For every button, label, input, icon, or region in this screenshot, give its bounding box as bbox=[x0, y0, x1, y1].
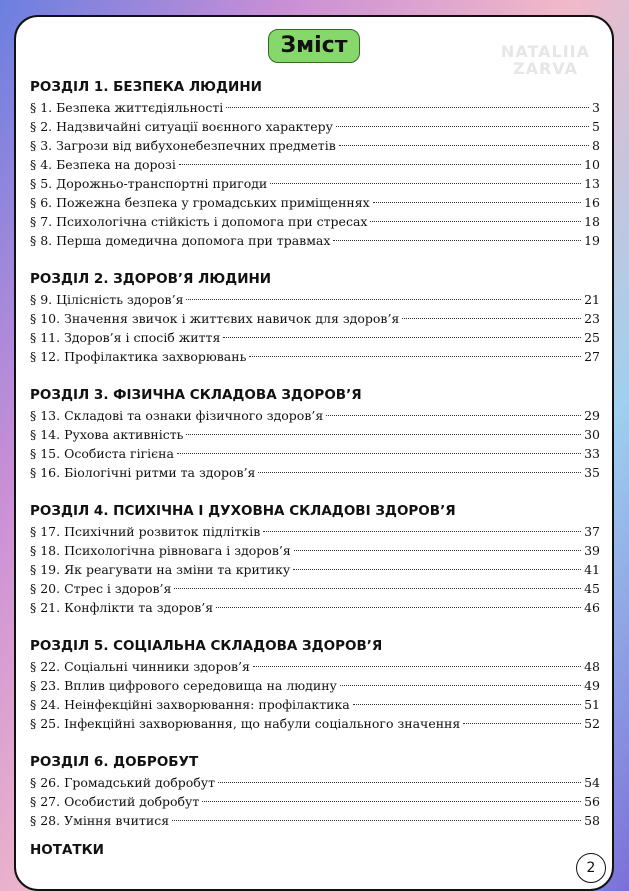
toc-entry-label: § 26. Громадський добробут bbox=[30, 775, 216, 790]
dot-leader bbox=[253, 666, 581, 667]
dot-leader bbox=[353, 704, 581, 705]
toc-entry[interactable] bbox=[30, 657, 600, 676]
dot-leader bbox=[263, 531, 581, 532]
dot-leader bbox=[258, 472, 581, 473]
toc-entry-page: 35 bbox=[584, 465, 600, 480]
section-2 bbox=[30, 269, 600, 366]
toc-entry[interactable] bbox=[30, 309, 600, 328]
section-6 bbox=[30, 752, 600, 830]
dot-leader bbox=[402, 318, 581, 319]
dot-leader bbox=[186, 299, 581, 300]
page-title: Зміст bbox=[268, 29, 361, 63]
dot-leader bbox=[202, 801, 581, 802]
toc-entry[interactable] bbox=[30, 560, 600, 579]
toc-entry-page: 5 bbox=[592, 119, 600, 134]
toc-entry-page: 27 bbox=[584, 349, 600, 364]
dot-leader bbox=[294, 550, 581, 551]
toc-entry-page: 25 bbox=[584, 330, 600, 345]
toc-entry-label: § 1. Безпека життєдіяльності bbox=[30, 100, 224, 115]
toc-entry-page: 33 bbox=[584, 446, 600, 461]
toc-entry[interactable] bbox=[30, 328, 600, 347]
toc-entry-page: 41 bbox=[584, 562, 600, 577]
dot-leader bbox=[340, 685, 581, 686]
toc-entry-label: § 19. Як реагувати на зміни та критику bbox=[30, 562, 291, 577]
section-5 bbox=[30, 636, 600, 733]
toc-entry[interactable] bbox=[30, 193, 600, 212]
toc-entry[interactable] bbox=[30, 541, 600, 560]
dot-leader bbox=[223, 337, 581, 338]
toc-entry[interactable] bbox=[30, 347, 600, 366]
toc-entry[interactable] bbox=[30, 676, 600, 695]
dot-leader bbox=[177, 453, 581, 454]
dot-leader bbox=[373, 202, 581, 203]
toc-entry-label: § 8. Перша домедична допомога при травмах bbox=[30, 233, 331, 248]
toc-entry[interactable] bbox=[30, 290, 600, 309]
section-4 bbox=[30, 501, 600, 617]
toc-entry-page: 3 bbox=[592, 100, 600, 115]
section-heading: РОЗДІЛ 2. ЗДОРОВ’Я ЛЮДИНИ bbox=[30, 271, 272, 287]
toc-entry-label: § 28. Уміння вчитися bbox=[30, 813, 170, 828]
section-heading: РОЗДІЛ 3. ФІЗИЧНА СКЛАДОВА ЗДОРОВ’Я bbox=[30, 387, 362, 403]
toc-entry-page: 10 bbox=[584, 157, 600, 172]
toc-entry-label: § 5. Дорожньо-транспортні пригоди bbox=[30, 176, 268, 191]
toc-entry-label: § 3. Загрози від вибухонебезпечних предметів bbox=[30, 138, 336, 153]
dot-leader bbox=[339, 145, 589, 146]
page-number-badge: 2 bbox=[576, 853, 606, 883]
toc-entry[interactable] bbox=[30, 773, 600, 792]
toc-entry-label: § 24. Неінфекційні захворювання: профілактика bbox=[30, 697, 350, 712]
toc-entry[interactable] bbox=[30, 136, 600, 155]
toc-entry-page: 16 bbox=[584, 195, 600, 210]
toc-entry[interactable] bbox=[30, 579, 600, 598]
toc-entry-label: § 14. Рухова активність bbox=[30, 427, 184, 442]
toc-entry[interactable] bbox=[30, 463, 600, 482]
toc-entry[interactable] bbox=[30, 714, 600, 733]
toc-entry-label: § 12. Профілактика захворювань bbox=[30, 349, 247, 364]
dot-leader bbox=[186, 434, 581, 435]
toc-entry-label: § 17. Психічний розвиток підлітків bbox=[30, 524, 261, 539]
watermark-line-2: ZARVA bbox=[512, 59, 578, 78]
toc-entry-label: § 4. Безпека на дорозі bbox=[30, 157, 176, 172]
toc-entry-label: § 13. Складові та ознаки фізичного здоров’я bbox=[30, 408, 324, 423]
toc-entry-label: § 6. Пожежна безпека у громадських приміщеннях bbox=[30, 195, 370, 210]
toc-entry-page: 18 bbox=[584, 214, 600, 229]
dot-leader bbox=[336, 126, 589, 127]
section-3 bbox=[30, 385, 600, 482]
dot-leader bbox=[249, 356, 581, 357]
toc-entry-label: § 10. Значення звичок і життєвих навичок для здоров’я bbox=[30, 311, 400, 326]
dot-leader bbox=[270, 183, 581, 184]
dot-leader bbox=[174, 588, 581, 589]
section-heading: РОЗДІЛ 1. БЕЗПЕКА ЛЮДИНИ bbox=[30, 79, 262, 95]
page-sheet bbox=[14, 15, 614, 891]
toc-entry[interactable] bbox=[30, 598, 600, 617]
toc-entry-label: § 2. Надзвичайні ситуації воєнного характеру bbox=[30, 119, 334, 134]
notes-heading: НОТАТКИ bbox=[30, 842, 104, 858]
toc-entry[interactable] bbox=[30, 231, 600, 250]
toc-entry[interactable] bbox=[30, 444, 600, 463]
section-heading: РОЗДІЛ 6. ДОБРОБУТ bbox=[30, 754, 199, 770]
toc-entry-label: § 15. Особиста гігієна bbox=[30, 446, 174, 461]
toc-entry-label: § 7. Психологічна стійкість і допомога при стресах bbox=[30, 214, 368, 229]
toc-entry-page: 19 bbox=[584, 233, 600, 248]
toc-entry-label: § 20. Стрес і здоров’я bbox=[30, 581, 172, 596]
toc-entry[interactable] bbox=[30, 212, 600, 231]
toc-entry-label: § 11. Здоров’я і спосіб життя bbox=[30, 330, 221, 345]
toc-entry[interactable] bbox=[30, 425, 600, 444]
toc-entry-label: § 22. Соціальні чинники здоров’я bbox=[30, 659, 250, 674]
section-heading: РОЗДІЛ 4. ПСИХІЧНА І ДУХОВНА СКЛАДОВІ ЗДОРОВ’Я bbox=[30, 503, 456, 519]
toc-entry-page: 37 bbox=[584, 524, 600, 539]
toc-entry[interactable] bbox=[30, 695, 600, 714]
toc-entry-page: 49 bbox=[584, 678, 600, 693]
toc-entry-page: 21 bbox=[584, 292, 600, 307]
toc-entry-label: § 16. Біологічні ритми та здоров’я bbox=[30, 465, 256, 480]
toc-entry-page: 48 bbox=[584, 659, 600, 674]
toc-entry-label: § 23. Вплив цифрового середовища на людину bbox=[30, 678, 337, 693]
toc-entry-page: 58 bbox=[584, 813, 600, 828]
toc-entry[interactable] bbox=[30, 811, 600, 830]
section-1 bbox=[30, 77, 600, 250]
dot-leader bbox=[218, 782, 581, 783]
section-heading: РОЗДІЛ 5. СОЦІАЛЬНА СКЛАДОВА ЗДОРОВ’Я bbox=[30, 638, 383, 654]
dot-leader bbox=[333, 240, 581, 241]
dot-leader bbox=[293, 569, 581, 570]
toc-entry[interactable] bbox=[30, 406, 600, 425]
toc-entry-page: 23 bbox=[584, 311, 600, 326]
toc-entry-page: 8 bbox=[592, 138, 600, 153]
dot-leader bbox=[172, 820, 581, 821]
toc-entry-page: 46 bbox=[584, 600, 600, 615]
dot-leader bbox=[216, 607, 581, 608]
watermark-line-1: NATALIIA bbox=[500, 42, 590, 61]
watermark-logo bbox=[501, 43, 590, 77]
dot-leader bbox=[463, 723, 581, 724]
toc-entry-label: § 9. Цілісність здоров’я bbox=[30, 292, 184, 307]
toc-entry-page: 39 bbox=[584, 543, 600, 558]
toc-entry-page: 51 bbox=[584, 697, 600, 712]
toc-entry-page: 13 bbox=[584, 176, 600, 191]
toc-entry-page: 52 bbox=[584, 716, 600, 731]
toc-entry-label: § 21. Конфлікти та здоров’я bbox=[30, 600, 214, 615]
toc-entry[interactable] bbox=[30, 98, 600, 117]
dot-leader bbox=[326, 415, 581, 416]
toc-entry-page: 54 bbox=[584, 775, 600, 790]
toc-entry[interactable] bbox=[30, 792, 600, 811]
toc-entry-page: 29 bbox=[584, 408, 600, 423]
dot-leader bbox=[179, 164, 581, 165]
toc-entry-label: § 18. Психологічна рівновага і здоров’я bbox=[30, 543, 291, 558]
toc-entry-label: § 25. Інфекційні захворювання, що набули соціального значення bbox=[30, 716, 461, 731]
toc-entry-label: § 27. Особистий добробут bbox=[30, 794, 200, 809]
toc-entry-page: 56 bbox=[584, 794, 600, 809]
toc-entry[interactable] bbox=[30, 117, 600, 136]
dot-leader bbox=[370, 221, 581, 222]
toc-entry[interactable] bbox=[30, 174, 600, 193]
toc-entry[interactable] bbox=[30, 155, 600, 174]
dot-leader bbox=[226, 107, 589, 108]
table-of-contents bbox=[30, 77, 600, 849]
toc-entry[interactable] bbox=[30, 522, 600, 541]
toc-entry-page: 45 bbox=[584, 581, 600, 596]
toc-entry-page: 30 bbox=[584, 427, 600, 442]
